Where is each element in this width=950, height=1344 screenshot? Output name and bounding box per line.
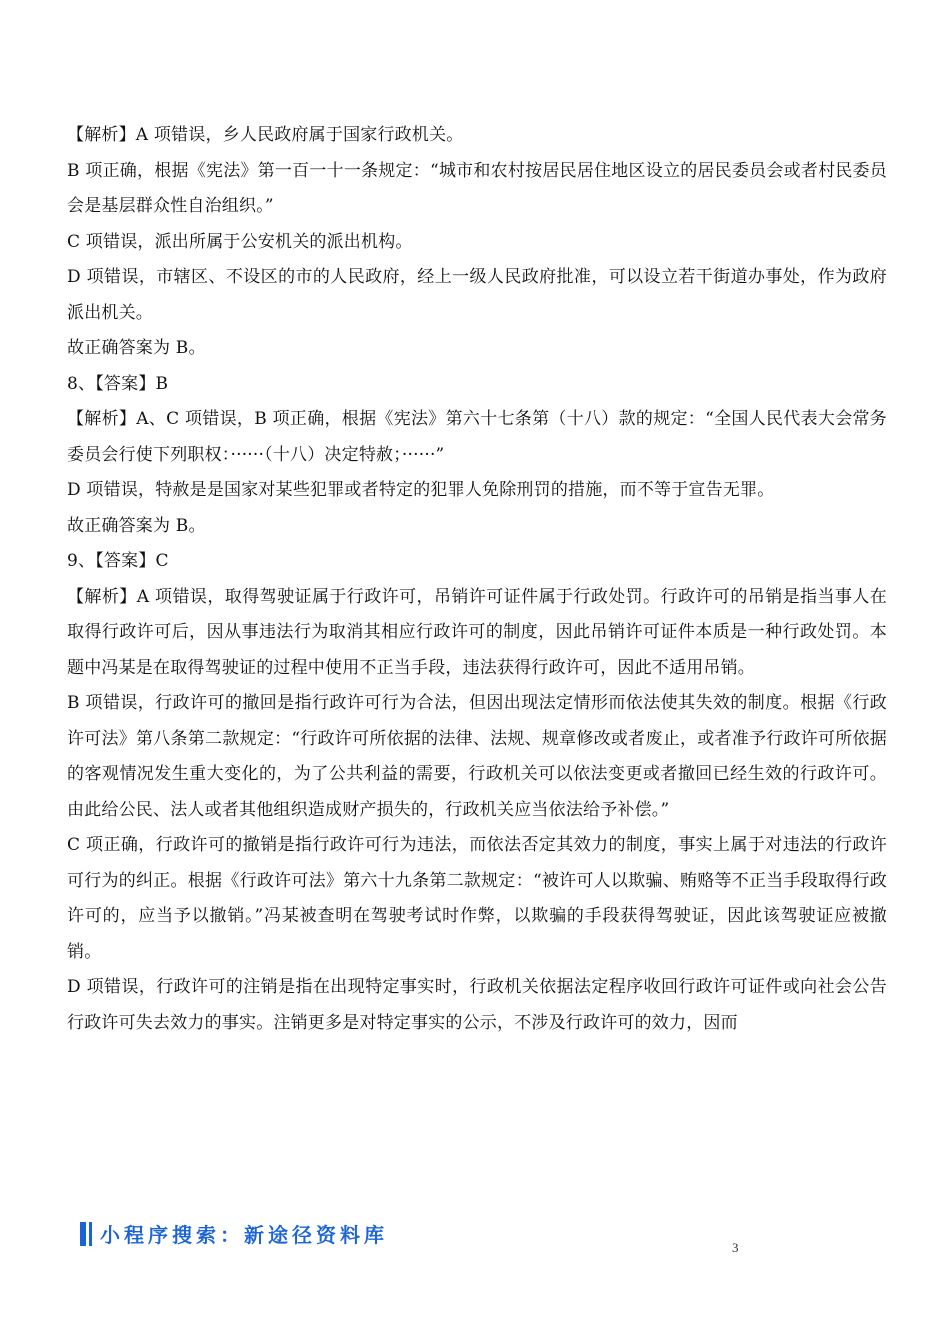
paragraph: 【解析】A、C 项错误，B 项正确，根据《宪法》第六十七条第（十八）款的规定：“全国人民代表大会常务委员会行使下列职权：······（十八）决定特赦；······” [67, 409, 887, 465]
footer-accent-bar [80, 1222, 86, 1246]
paragraph: B 项正确，根据《宪法》第一百一十一条规定：“城市和农村按居民居住地区设立的居民委员会或者村民委员会是基层群众性自治组织。” [67, 160, 887, 216]
paragraph: C 项错误，派出所属于公安机关的派出机构。 [67, 231, 413, 252]
paragraph: D 项错误，行政许可的注销是指在出现特定事实时，行政机关依据法定程序收回行政许可证件或向社会公告行政许可失去效力的事实。注销更多是对特定事实的公示，不涉及行政许可的效力，因而 [67, 977, 887, 1033]
paragraph: 【解析】A 项错误，乡人民政府属于国家行政机关。 [67, 125, 464, 145]
paragraph: 故正确答案为 B。 [67, 515, 206, 536]
paragraph: 【解析】A 项错误，取得驾驶证属于行政许可，吊销许可证件属于行政处罚。行政许可的吊销是指当事人在取得行政许可后，因从事违法行为取消其相应行政许可的制度，因此吊销许可证件本质是一种行政处罚。本题中冯某是在取得驾驶证的过程中使用不正当手段，违法获得行政许可，因此不适用吊销。 [67, 586, 887, 678]
answer-heading: 8、【答案】B [67, 373, 169, 394]
paragraph: 故正确答案为 B。 [67, 338, 206, 358]
footer-promo-text: 小程序搜索：新途径资料库 [100, 1223, 388, 1247]
footer-accent-bar-thin [89, 1222, 92, 1246]
paragraph: C 项正确，行政许可的撤销是指行政许可行为违法，而依法否定其效力的制度，事实上属于对违法的行政许可行为的纠正。根据《行政许可法》第六十九条第二款规定：“被许可人以欺骗、贿赂等不正当手段取得行政许可的，应当予以撤销。”冯某被查明在驾驶考试时作弊，以欺骗的手段获得驾驶证，因此该驾驶证应被撤销。 [67, 835, 887, 962]
answer-heading: 9、【答案】C [67, 551, 169, 571]
paragraph: D 项错误，特赦是是国家对某些犯罪或者特定的犯罪人免除刑罚的措施，而不等于宣告无罪。 [67, 480, 775, 500]
page-number: 3 [732, 1240, 739, 1255]
paragraph: D 项错误，市辖区、不设区的市的人民政府，经上一级人民政府批准，可以设立若干街道办事处，作为政府派出机关。 [67, 267, 887, 323]
answer-explanations [67, 118, 887, 1041]
paragraph: B 项错误，行政许可的撤回是指行政许可行为合法，但因出现法定情形而依法使其失效的制度。根据《行政许可法》第八条第二款规定：“行政许可所依据的法律、法规、规章修改或者废止，或者准予行政许可所依据的客观情况发生重大变化的，为了公共利益的需要，行政机关可以依法变更或者撤回已经生效的行政许可。由此给公民、法人或者其他组织造成财产损失的，行政机关应当依法给予补偿。” [67, 693, 887, 820]
